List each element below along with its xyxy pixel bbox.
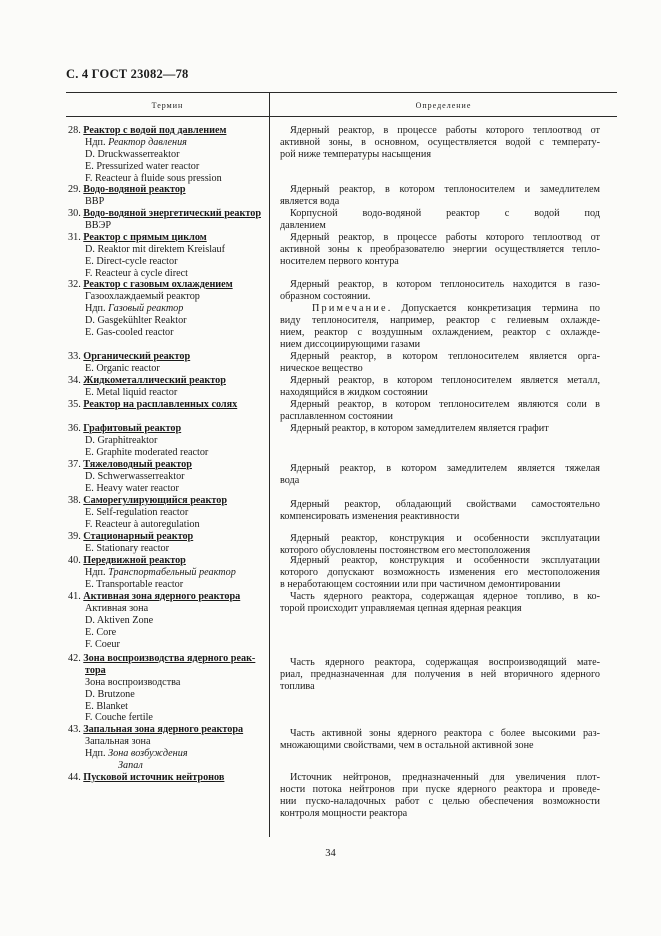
term-title <box>68 184 268 196</box>
term-title <box>68 555 268 567</box>
definition-line: рой ниже температуры насыщения <box>280 148 432 160</box>
term-entry <box>68 184 268 208</box>
term-name: Реактор на расплавленных солях <box>83 399 238 410</box>
definition-line: Часть активной зоны ядерного реактора с более высокими раз- <box>290 728 600 739</box>
term-entry <box>68 591 268 650</box>
term-number: 28. <box>68 125 84 136</box>
term-title <box>68 653 268 665</box>
deprecated-term: Ндп. Реактор давления <box>85 136 187 148</box>
term-title <box>68 232 268 244</box>
term-name: Тяжеловодный реактор <box>83 459 192 470</box>
term-title <box>68 531 268 543</box>
term-number: 31. <box>68 232 84 243</box>
term-title <box>68 459 268 471</box>
term-number: 39. <box>68 531 84 542</box>
definition-line: в неработающем состоянии или при частичном демонтировании <box>280 578 561 590</box>
definition-text <box>280 125 600 161</box>
definition-line: вода <box>280 474 300 486</box>
definition-text <box>280 232 600 268</box>
term-entry <box>68 459 268 495</box>
term-name: Пусковой источник нейтронов <box>83 772 225 783</box>
term-variant: F. Reacteur à fluide sous pression <box>85 172 222 184</box>
term-title <box>68 772 268 784</box>
definition-line: расплавленном состоянии <box>280 410 393 422</box>
definition-text <box>280 499 600 523</box>
term-variant: E. Gas-cooled reactor <box>85 326 174 338</box>
term-name: Реактор с прямым циклом <box>83 232 207 243</box>
term-name: Зона воспроизводства ядерного реак- <box>83 653 256 664</box>
definition-text <box>280 555 600 591</box>
term-variant: E. Transportable reactor <box>85 578 184 590</box>
term-variant: Зона воспроизводства <box>85 676 181 688</box>
definition-line: Ядерный реактор, конструкция и особенности эксплуатации <box>290 555 600 566</box>
column-header-terms: Термин <box>151 101 184 110</box>
definition-text <box>280 657 600 693</box>
definition-line: риал, предназначенная для получения в ней вторичного ядерного <box>280 668 600 680</box>
definition-line: активной зоны к преобразователю энергии осуществляется тепло- <box>280 243 600 255</box>
definition-line: ности потока нейтронов при пуске ядерного реактора и проведе- <box>280 783 600 795</box>
definition-line: Ядерный реактор, обладающий свойствами самостоятельно <box>290 499 600 510</box>
term-entry <box>68 724 268 772</box>
definition-text <box>280 184 600 208</box>
definition-text <box>280 208 600 232</box>
term-number: 30. <box>68 208 84 219</box>
definition-line: которого обусловлены постоянством его местоположения <box>280 544 531 556</box>
definition-text <box>280 772 600 820</box>
column-header-definition: Определение <box>415 101 472 110</box>
term-variant: D. Schwerwasserreaktor <box>85 470 185 482</box>
term-entry <box>68 279 268 338</box>
page-number: 34 <box>325 848 336 859</box>
term-number: 41. <box>68 591 84 602</box>
note-line: Примечание. Допускается конкретизация термина по <box>312 302 600 314</box>
definition-line: носителем первого контура <box>280 255 399 267</box>
definition-line: находящийся в жидком состоянии <box>280 386 428 398</box>
term-number: 42. <box>68 653 84 664</box>
term-variant: D. Druckwasserreaktor <box>85 148 180 160</box>
term-title <box>68 351 268 363</box>
table-head-rule <box>66 116 617 117</box>
term-variant: E. Blanket <box>85 700 129 712</box>
definition-text <box>280 591 600 615</box>
term-name: Передвижной реактор <box>83 555 186 566</box>
term-number: 43. <box>68 724 84 735</box>
definition-line: Ядерный реактор, в котором замедлителем является тяжелая <box>290 463 600 474</box>
definition-line: давлением <box>280 219 326 231</box>
definition-line: компенсировать изменения реактивности <box>280 510 460 522</box>
term-name: Органический реактор <box>83 351 191 362</box>
term-title <box>68 125 268 137</box>
term-name: Реактор с газовым охлаждением <box>83 279 233 290</box>
definition-text <box>280 533 600 557</box>
definition-line: Ядерный реактор, в котором теплоносителем является орга- <box>290 351 600 362</box>
document-header: С. 4 ГОСТ 23082—78 <box>66 67 189 81</box>
term-variant: E. Organic reactor <box>85 362 160 374</box>
definition-line: Ядерный реактор, в котором замедлителем является графит <box>290 423 549 434</box>
term-title <box>68 375 268 387</box>
term-variant: F. Reacteur à cycle direct <box>85 267 188 279</box>
term-variant: тора <box>85 664 106 676</box>
term-number: 33. <box>68 351 84 362</box>
definition-line: образном состоянии. <box>280 290 371 302</box>
definition-line: является вода <box>280 195 340 207</box>
term-variant: E. Metal liquid reactor <box>85 386 178 398</box>
definition-line: активной зоны, в основном, осуществляется водой с температу- <box>280 136 600 148</box>
definition-line: Ядерный реактор, в процессе работы которого теплоотвод от <box>290 125 600 136</box>
definition-line: топлива <box>280 680 315 692</box>
term-name: Запальная зона ядерного реактора <box>83 724 244 735</box>
note-line: виду теплоносителя, например, реактор с гелиевым охлажде- <box>280 314 600 326</box>
definition-text <box>280 375 600 399</box>
term-title <box>68 423 268 435</box>
definition-line: Часть ядерного реактора, содержащая воспроизводящий мате- <box>290 657 600 668</box>
definition-line: Ядерный реактор, в котором теплоноситель находится в газо- <box>290 279 600 290</box>
term-name: Водо-водяной энергетический реактор <box>83 208 261 219</box>
term-entry <box>68 125 268 184</box>
term-number: 34. <box>68 375 84 386</box>
term-variant: D. Graphitreaktor <box>85 434 158 446</box>
definition-line: которого допускают возможность изменения его местоположения <box>280 566 600 578</box>
term-variant: E. Heavy water reactor <box>85 482 179 494</box>
term-variant: F. Coeur <box>85 638 120 650</box>
term-variant: Газоохлаждаемый реактор <box>85 290 200 302</box>
term-entry <box>68 531 268 555</box>
term-variant: E. Direct-cycle reactor <box>85 255 178 267</box>
term-variant: F. Couche fertile <box>85 712 153 724</box>
term-name: Реактор с водой под давлением <box>83 125 227 136</box>
term-name: Стационарный реактор <box>83 531 194 542</box>
definition-line: ническое вещество <box>280 362 363 374</box>
term-variant: E. Self-regulation reactor <box>85 506 189 518</box>
term-variant: Запал <box>118 759 143 771</box>
definition-line: Ядерный реактор, конструкция и особенности эксплуатации <box>290 533 600 544</box>
deprecated-term: Ндп. Зона возбуждения <box>85 747 188 759</box>
term-number: 29. <box>68 184 84 195</box>
definition-line: контроля мощности реактора <box>280 807 408 819</box>
term-name: Графитовый реактор <box>83 423 182 434</box>
term-entry <box>68 653 268 724</box>
definition-line: Ядерный реактор, в котором теплоносителем и замедлителем <box>290 184 600 195</box>
column-divider <box>269 92 270 837</box>
definition-text <box>280 728 600 752</box>
definition-line: Часть ядерного реактора, содержащая ядерное топливо, в ко- <box>290 591 600 602</box>
term-number: 35. <box>68 399 84 410</box>
term-name: Жидкометаллический реактор <box>83 375 226 386</box>
definition-line: торой происходит управляемая цепная ядерная реакция <box>280 602 522 614</box>
term-number: 36. <box>68 423 84 434</box>
term-title <box>68 208 268 220</box>
definition-text <box>280 279 600 350</box>
term-number: 40. <box>68 555 84 566</box>
term-number: 38. <box>68 495 84 506</box>
term-title <box>68 591 268 603</box>
term-name: Активная зона ядерного реактора <box>83 591 241 602</box>
note-line: нием диссоциирующими газами <box>280 338 421 350</box>
term-entry <box>68 351 268 375</box>
term-name: Водо-водяной реактор <box>83 184 186 195</box>
term-variant: ВВР <box>85 195 105 207</box>
term-entry <box>68 208 268 232</box>
definition-line: нии пуско-наладочных работ с целью обеспечения возможности <box>280 795 600 807</box>
term-variant: F. Reacteur à autoregulation <box>85 518 200 530</box>
term-number: 37. <box>68 459 84 470</box>
term-variant: D. Aktiven Zone <box>85 614 154 626</box>
deprecated-term: Ндп. Газовый реактор <box>85 302 184 314</box>
definition-line: Ядерный реактор, в котором теплоносителем является металл, <box>290 375 600 386</box>
term-number: 44. <box>68 772 84 783</box>
definition-text <box>280 399 600 423</box>
term-variant: D. Reaktor mit direktem Kreislauf <box>85 243 226 255</box>
term-title <box>68 399 268 411</box>
term-title <box>68 279 268 291</box>
definition-line: множающими свойствами, чем в остальной активной зоне <box>280 739 534 751</box>
note-line: нием, реактор с воздушным охлаждением, реактор с охлажде- <box>280 326 600 338</box>
term-variant: ВВЭР <box>85 219 111 231</box>
term-entry <box>68 495 268 531</box>
definition-line: Источник нейтронов, предназначенный для увеличения плот- <box>290 772 600 783</box>
term-variant: E. Graphite moderated reactor <box>85 446 209 458</box>
term-entry <box>68 375 268 399</box>
term-variant: Активная зона <box>85 602 149 614</box>
term-entry <box>68 555 268 591</box>
table-top-rule <box>66 92 617 93</box>
term-number: 32. <box>68 279 84 290</box>
term-variant: D. Brutzone <box>85 688 135 700</box>
definition-text <box>280 423 600 435</box>
term-variant: E. Stationary reactor <box>85 542 170 554</box>
definition-line: Ядерный реактор, в процессе работы которого теплоотвод от <box>290 232 600 243</box>
term-variant: D. Gasgekühlter Reaktor <box>85 314 187 326</box>
definition-text <box>280 463 600 487</box>
term-variant: E. Pressurized water reactor <box>85 160 200 172</box>
term-entry <box>68 399 268 411</box>
term-entry <box>68 772 268 784</box>
definition-line: Корпусной водо-водяной реактор с водой под <box>290 208 600 219</box>
term-variant: E. Core <box>85 626 117 638</box>
term-variant: Запальная зона <box>85 735 151 747</box>
term-name: Саморегулирующийся реактор <box>83 495 227 506</box>
term-title <box>68 495 268 507</box>
term-entry <box>68 423 268 459</box>
term-title <box>68 724 268 736</box>
deprecated-term: Ндп. Транспортабельный реактор <box>85 566 236 578</box>
definition-line: Ядерный реактор, в котором теплоносителем являются соли в <box>290 399 600 410</box>
definition-text <box>280 351 600 375</box>
term-entry <box>68 232 268 280</box>
